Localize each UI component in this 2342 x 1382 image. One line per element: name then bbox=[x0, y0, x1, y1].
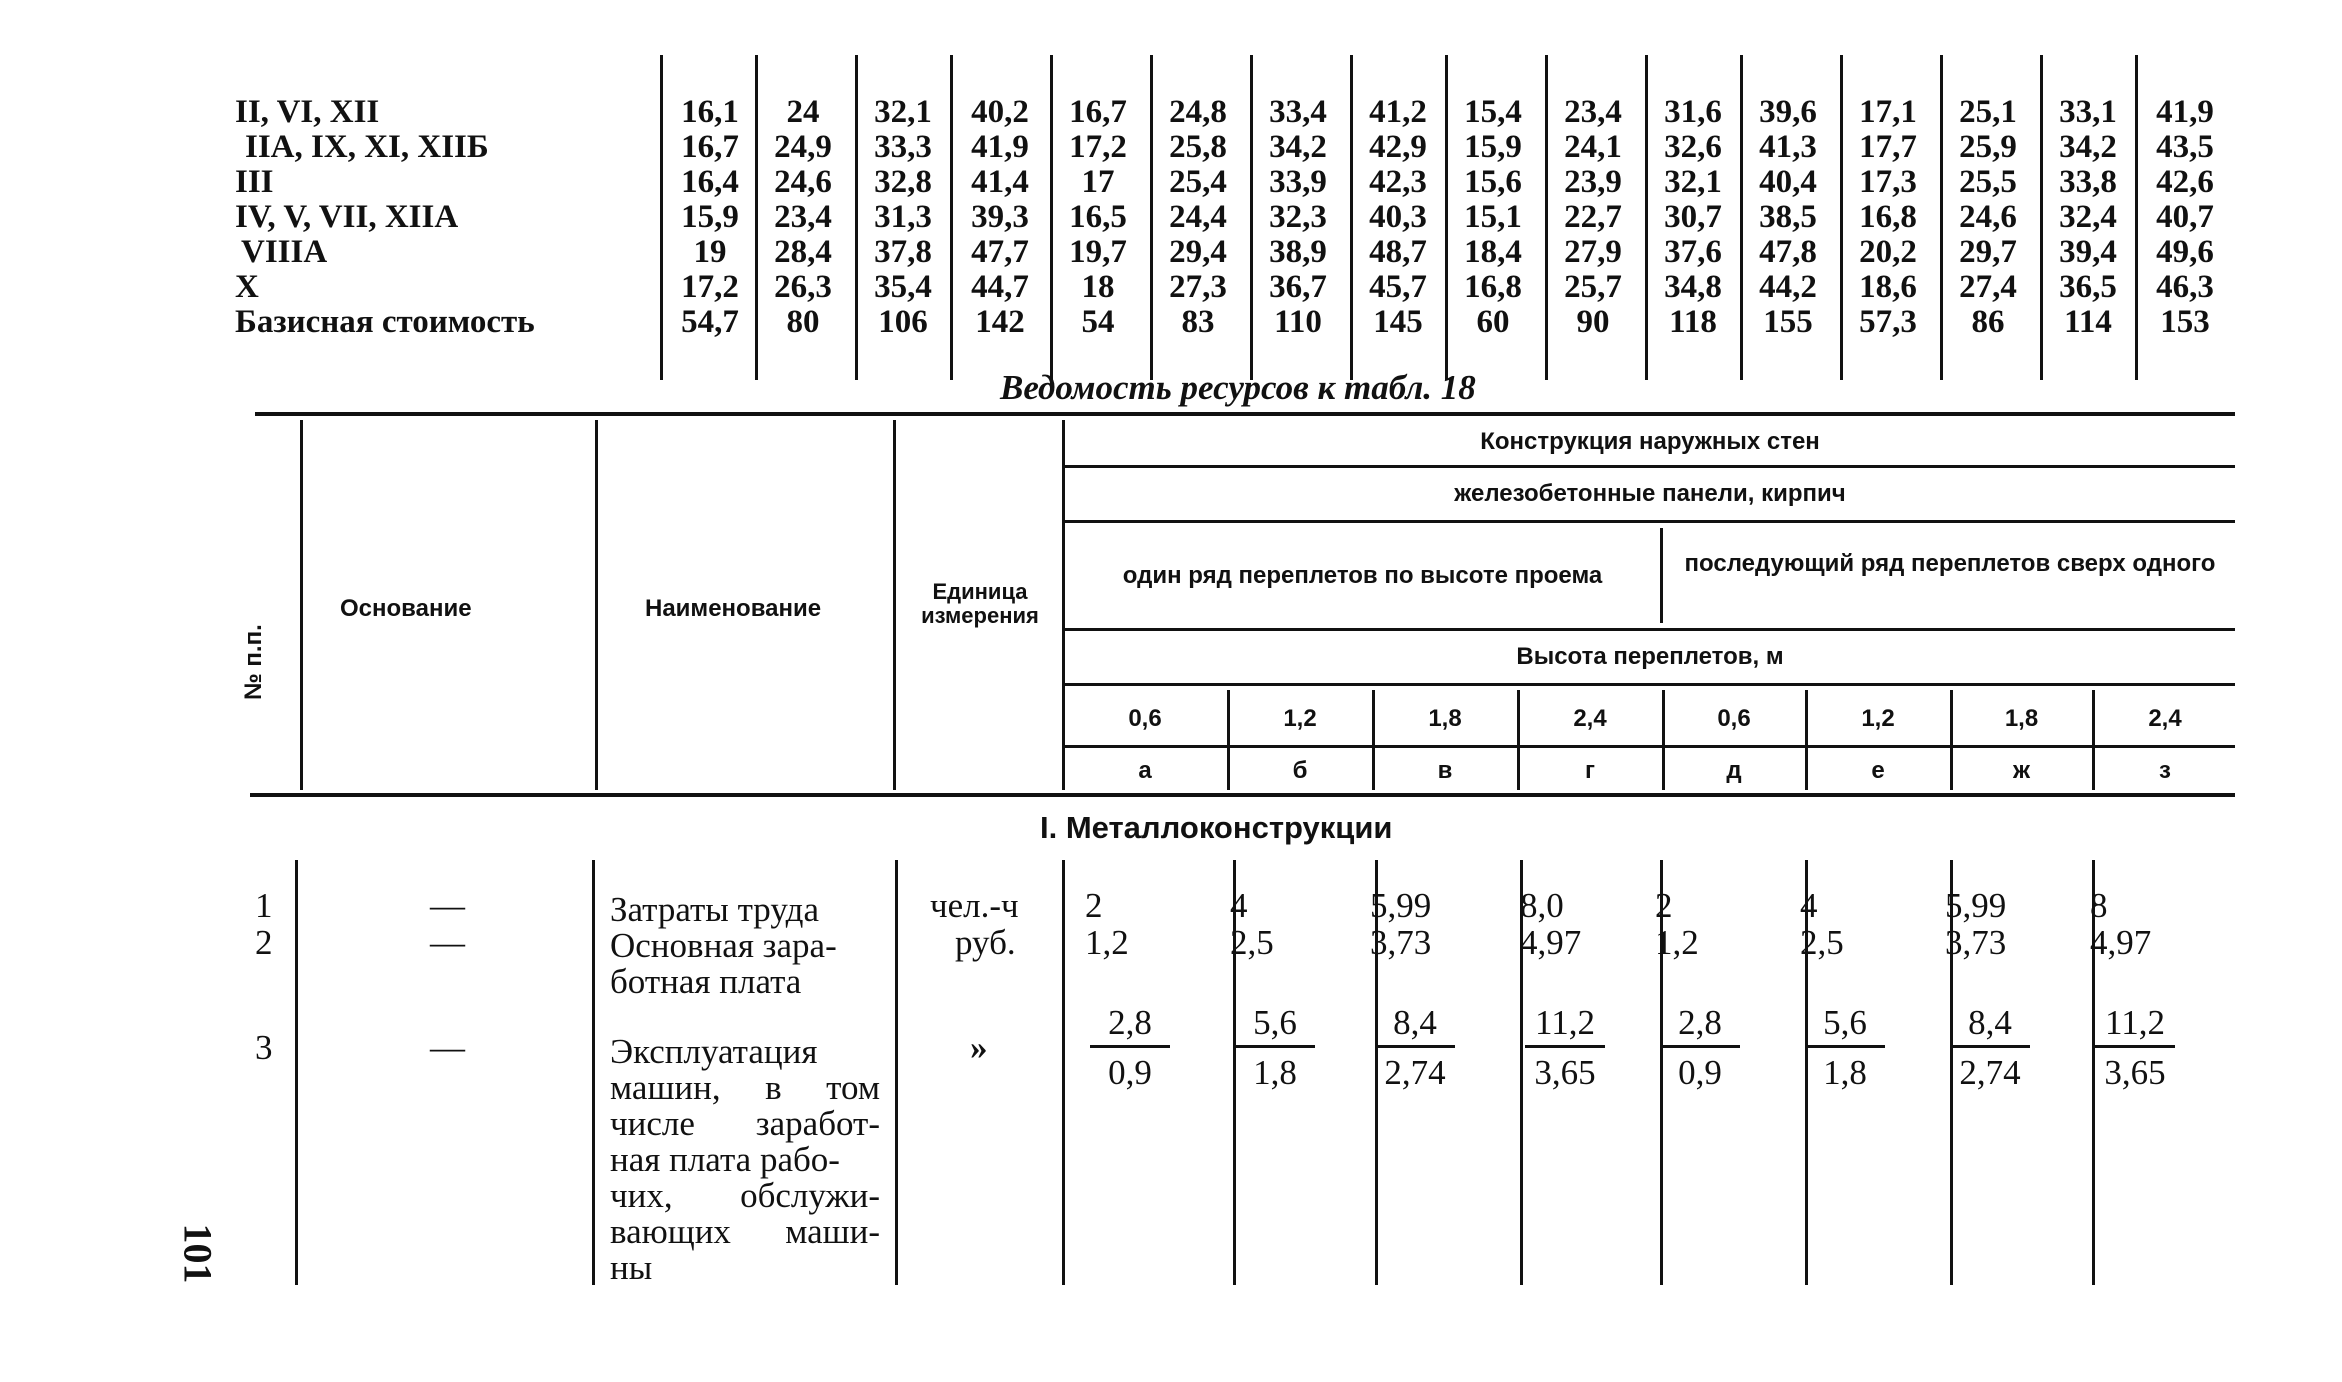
table-cell: 32,4 bbox=[2059, 199, 2117, 235]
table-cell: 153 bbox=[2160, 304, 2210, 340]
table-cell: 49,6 bbox=[2156, 234, 2214, 270]
table-cell: 2,5 bbox=[1230, 923, 1274, 962]
table-cell: 15,6 bbox=[1464, 164, 1522, 200]
table-cell: 145 bbox=[1373, 304, 1423, 340]
table-cell: 2,5 bbox=[1800, 923, 1844, 962]
table-cell: 33,1 bbox=[2059, 94, 2117, 130]
table-cell: 32,3 bbox=[1269, 199, 1327, 235]
header-rule bbox=[1065, 745, 2235, 748]
table-cell: 80 bbox=[786, 304, 820, 340]
table-cell: 41,9 bbox=[971, 129, 1029, 165]
table-cell: 18,6 bbox=[1859, 269, 1917, 305]
table-cell: 1,8 bbox=[1253, 1053, 1297, 1092]
column-letter: а bbox=[1138, 757, 1152, 784]
header-rule bbox=[1065, 520, 2235, 523]
group2-header: последующий ряд переплетов сверх одного bbox=[1684, 550, 2216, 577]
table-cell: 4 bbox=[1800, 886, 1818, 925]
table-cell: 8,0 bbox=[1520, 886, 1564, 925]
table-cell: 24,6 bbox=[774, 164, 832, 200]
table-cell: 27,3 bbox=[1169, 269, 1227, 305]
column-letter: г bbox=[1585, 757, 1595, 784]
table-cell: 11,2 bbox=[2105, 1003, 2165, 1042]
table-cell: 24,9 bbox=[774, 129, 832, 165]
height-value: 0,6 bbox=[1128, 705, 1162, 732]
table-cell: 2,8 bbox=[1678, 1003, 1722, 1042]
row-label: Базисная стоимость bbox=[235, 304, 535, 340]
header-rule bbox=[1065, 465, 2235, 468]
height-value: 1,2 bbox=[1283, 705, 1317, 732]
height-value: 0,6 bbox=[1717, 705, 1751, 732]
table-cell: 8 bbox=[2090, 886, 2108, 925]
table-cell: 40,4 bbox=[1759, 164, 1817, 200]
table-cell: 43,5 bbox=[2156, 129, 2214, 165]
fraction-line bbox=[1375, 1045, 1455, 1048]
table-cell: 25,1 bbox=[1959, 94, 2017, 130]
table-cell: 106 bbox=[878, 304, 928, 340]
header-rule bbox=[1065, 628, 2235, 631]
table-cell: 40,2 bbox=[971, 94, 1029, 130]
table-cell: 41,3 bbox=[1759, 129, 1817, 165]
table-cell: 0,9 bbox=[1678, 1053, 1722, 1092]
column-letter: ж bbox=[2012, 757, 2030, 784]
table-cell: 24,1 bbox=[1564, 129, 1622, 165]
header-divider bbox=[1062, 420, 1065, 790]
table-cell: 11,2 bbox=[1535, 1003, 1595, 1042]
height-value: 2,4 bbox=[1573, 705, 1607, 732]
table-cell: 34,2 bbox=[1269, 129, 1327, 165]
section-title: I. Металлоконструкции bbox=[1040, 810, 1393, 845]
table-cell: 2,8 bbox=[1108, 1003, 1152, 1042]
table-cell: 47,7 bbox=[971, 234, 1029, 270]
table-cell: 4,97 bbox=[1520, 923, 1582, 962]
table-cell: 3,73 bbox=[1370, 923, 1432, 962]
row-basis: — bbox=[430, 1028, 465, 1067]
table-cell: 33,8 bbox=[2059, 164, 2117, 200]
table-cell: 38,5 bbox=[1759, 199, 1817, 235]
table-cell: 29,7 bbox=[1959, 234, 2017, 270]
row-name bbox=[610, 928, 837, 1000]
row-label: VIIIA bbox=[241, 234, 328, 270]
table-cell: 2 bbox=[1085, 886, 1103, 925]
table-cell: 24,4 bbox=[1169, 199, 1227, 235]
table-cell: 15,1 bbox=[1464, 199, 1522, 235]
table-cell: 27,9 bbox=[1564, 234, 1622, 270]
table-cell: 31,3 bbox=[874, 199, 932, 235]
table-cell: 33,3 bbox=[874, 129, 932, 165]
table-cell: 40,7 bbox=[2156, 199, 2214, 235]
table-cell: 16,1 bbox=[681, 94, 739, 130]
row-number: 2 bbox=[255, 923, 273, 962]
name-line: машин, в том bbox=[610, 1068, 880, 1107]
name-line: ная плата рабо- bbox=[610, 1140, 840, 1179]
name-line: вающих маши- bbox=[610, 1212, 880, 1251]
table-cell: 54,7 bbox=[681, 304, 739, 340]
column-letter: в bbox=[1437, 757, 1453, 784]
name-line: Эксплуатация bbox=[610, 1032, 818, 1071]
col-basis-header: Основание bbox=[340, 595, 472, 622]
column-letter: е bbox=[1871, 757, 1885, 784]
body-divider bbox=[1062, 860, 1065, 1285]
table-cell: 20,2 bbox=[1859, 234, 1917, 270]
column-divider bbox=[2135, 55, 2138, 380]
table-cell: 42,3 bbox=[1369, 164, 1427, 200]
table-cell: 45,7 bbox=[1369, 269, 1427, 305]
table-cell: 24,8 bbox=[1169, 94, 1227, 130]
table-cell: 41,9 bbox=[2156, 94, 2214, 130]
column-letter: з bbox=[2159, 757, 2171, 784]
table-cell: 28,4 bbox=[774, 234, 832, 270]
table-cell: 142 bbox=[975, 304, 1025, 340]
table-cell: 1,2 bbox=[1085, 923, 1129, 962]
row-basis: — bbox=[430, 923, 465, 962]
table-cell: 38,9 bbox=[1269, 234, 1327, 270]
column-divider bbox=[660, 55, 663, 380]
height-value: 1,2 bbox=[1861, 705, 1895, 732]
table-cell: 41,4 bbox=[971, 164, 1029, 200]
fraction-line bbox=[1950, 1045, 2030, 1048]
table-cell: 24,6 bbox=[1959, 199, 2017, 235]
table-cell: 23,4 bbox=[1564, 94, 1622, 130]
table-cell: 3,73 bbox=[1945, 923, 2007, 962]
construction-header: Конструкция наружных стен bbox=[1480, 428, 1820, 455]
table-cell: 27,4 bbox=[1959, 269, 2017, 305]
table-cell: 2,74 bbox=[1959, 1053, 2021, 1092]
table-cell: 5,6 bbox=[1823, 1003, 1867, 1042]
table-cell: 17,2 bbox=[681, 269, 739, 305]
table-cell: 39,4 bbox=[2059, 234, 2117, 270]
row-number: 1 bbox=[255, 886, 273, 925]
table-cell: 90 bbox=[1576, 304, 1610, 340]
row-number: 3 bbox=[255, 1028, 273, 1067]
body-divider bbox=[895, 860, 898, 1285]
table-cell: 34,2 bbox=[2059, 129, 2117, 165]
table-cell: 83 bbox=[1181, 304, 1215, 340]
name-line: чих, обслужи- bbox=[610, 1176, 880, 1215]
table-caption: Ведомость ресурсов к табл. 18 bbox=[1000, 368, 1476, 407]
header-bottom-rule bbox=[250, 793, 2235, 797]
table-cell: 16,7 bbox=[681, 129, 739, 165]
table-cell: 32,6 bbox=[1664, 129, 1722, 165]
fraction-line bbox=[1525, 1045, 1605, 1048]
row-label: III bbox=[235, 164, 274, 200]
table-cell: 17 bbox=[1081, 164, 1115, 200]
table-cell: 17,7 bbox=[1859, 129, 1917, 165]
name-line: числе заработ- bbox=[610, 1104, 880, 1143]
fraction-line bbox=[1090, 1045, 1170, 1048]
fraction-line bbox=[2095, 1045, 2175, 1048]
table-cell: 3,65 bbox=[1534, 1053, 1596, 1092]
table-cell: 33,9 bbox=[1269, 164, 1327, 200]
material-header: железобетонные панели, кирпич bbox=[1454, 480, 1846, 507]
table-cell: 25,5 bbox=[1959, 164, 2017, 200]
table-cell: 0,9 bbox=[1108, 1053, 1152, 1092]
table-cell: 15,9 bbox=[681, 199, 739, 235]
col-number-header: № п.п. bbox=[240, 624, 267, 700]
height-header: Высота переплетов, м bbox=[1516, 643, 1784, 670]
table-cell: 40,3 bbox=[1369, 199, 1427, 235]
table-cell: 16,7 bbox=[1069, 94, 1127, 130]
row-label: IIA, IX, XI, XIIБ bbox=[245, 129, 489, 165]
row-label: II, VI, XII bbox=[235, 94, 380, 130]
table-cell: 32,8 bbox=[874, 164, 932, 200]
table-cell: 18 bbox=[1081, 269, 1115, 305]
page-number: 101 bbox=[175, 1223, 221, 1284]
table-cell: 35,4 bbox=[874, 269, 932, 305]
fraction-line bbox=[1805, 1045, 1885, 1048]
table-cell: 5,99 bbox=[1370, 886, 1432, 925]
table-cell: 39,3 bbox=[971, 199, 1029, 235]
table-cell: 17,2 bbox=[1069, 129, 1127, 165]
table-cell: 2 bbox=[1655, 886, 1673, 925]
height-value: 2,4 bbox=[2148, 705, 2182, 732]
table-cell: 15,9 bbox=[1464, 129, 1522, 165]
table-cell: 54 bbox=[1081, 304, 1115, 340]
table-cell: 44,7 bbox=[971, 269, 1029, 305]
table-cell: 1,2 bbox=[1655, 923, 1699, 962]
table-cell: 17,3 bbox=[1859, 164, 1917, 200]
header-rule bbox=[1065, 683, 2235, 686]
table-cell: 26,3 bbox=[774, 269, 832, 305]
table-cell: 22,7 bbox=[1564, 199, 1622, 235]
table-cell: 39,6 bbox=[1759, 94, 1817, 130]
row-basis: — bbox=[430, 886, 465, 925]
table-cell: 19 bbox=[693, 234, 727, 270]
height-value: 1,8 bbox=[1428, 705, 1462, 732]
column-letter: д bbox=[1726, 757, 1742, 784]
header-divider bbox=[1660, 528, 1663, 623]
table-cell: 31,6 bbox=[1664, 94, 1722, 130]
table-cell: 46,3 bbox=[2156, 269, 2214, 305]
table-cell: 3,65 bbox=[2104, 1053, 2166, 1092]
table-cell: 18,4 bbox=[1464, 234, 1522, 270]
table-cell: 25,8 bbox=[1169, 129, 1227, 165]
header-divider bbox=[595, 420, 598, 790]
table-cell: 16,8 bbox=[1859, 199, 1917, 235]
table-cell: 118 bbox=[1669, 304, 1717, 340]
row-unit: руб. bbox=[955, 923, 1016, 962]
table-cell: 57,3 bbox=[1859, 304, 1917, 340]
table-cell: 36,5 bbox=[2059, 269, 2117, 305]
table-cell: 41,2 bbox=[1369, 94, 1427, 130]
table-cell: 16,5 bbox=[1069, 199, 1127, 235]
row-label: X bbox=[235, 269, 259, 305]
table-cell: 34,8 bbox=[1664, 269, 1722, 305]
table-top-rule bbox=[255, 412, 2235, 416]
table-cell: 42,9 bbox=[1369, 129, 1427, 165]
name-line: ны bbox=[610, 1248, 653, 1287]
table-cell: 23,4 bbox=[774, 199, 832, 235]
header-divider bbox=[300, 420, 303, 790]
table-cell: 24 bbox=[786, 94, 820, 130]
group1-header: один ряд переплетов по высоте проема bbox=[1122, 562, 1603, 589]
table-cell: 47,8 bbox=[1759, 234, 1817, 270]
table-cell: 42,6 bbox=[2156, 164, 2214, 200]
column-letter: б bbox=[1292, 757, 1308, 784]
table-cell: 48,7 bbox=[1369, 234, 1427, 270]
col-unit-header: Единица измерения bbox=[921, 579, 1039, 628]
table-cell: 16,8 bbox=[1464, 269, 1522, 305]
table-cell: 32,1 bbox=[1664, 164, 1722, 200]
row-name: Затраты труда bbox=[610, 890, 819, 929]
row-name bbox=[610, 1034, 880, 1286]
name-line: Основная зара- bbox=[610, 926, 837, 965]
body-divider bbox=[295, 860, 298, 1285]
table-cell: 16,4 bbox=[681, 164, 739, 200]
table-cell: 36,7 bbox=[1269, 269, 1327, 305]
fraction-line bbox=[1235, 1045, 1315, 1048]
table-cell: 4 bbox=[1230, 886, 1248, 925]
table-cell: 5,6 bbox=[1253, 1003, 1297, 1042]
column-divider bbox=[950, 55, 953, 380]
table-cell: 44,2 bbox=[1759, 269, 1817, 305]
table-cell: 155 bbox=[1763, 304, 1813, 340]
table-cell: 110 bbox=[1274, 304, 1322, 340]
table-cell: 5,99 bbox=[1945, 886, 2007, 925]
table-cell: 33,4 bbox=[1269, 94, 1327, 130]
table-cell: 19,7 bbox=[1069, 234, 1127, 270]
table-cell: 2,74 bbox=[1384, 1053, 1446, 1092]
col-name-header: Наименование bbox=[645, 595, 822, 622]
table-cell: 8,4 bbox=[1968, 1003, 2012, 1042]
body-divider bbox=[592, 860, 595, 1285]
table-cell: 4,97 bbox=[2090, 923, 2152, 962]
table-cell: 60 bbox=[1476, 304, 1510, 340]
table-cell: 1,8 bbox=[1823, 1053, 1867, 1092]
table-cell: 25,7 bbox=[1564, 269, 1622, 305]
top-table bbox=[235, 45, 2245, 355]
name-line: ботная плата bbox=[610, 962, 802, 1001]
table-cell: 23,9 bbox=[1564, 164, 1622, 200]
header-divider bbox=[893, 420, 896, 790]
height-value: 1,8 bbox=[2004, 705, 2039, 732]
table-cell: 29,4 bbox=[1169, 234, 1227, 270]
table-cell: 30,7 bbox=[1664, 199, 1722, 235]
fraction-line bbox=[1660, 1045, 1740, 1048]
table-cell: 86 bbox=[1971, 304, 2005, 340]
table-cell: 25,9 bbox=[1959, 129, 2017, 165]
table-cell: 15,4 bbox=[1464, 94, 1522, 130]
row-label: IV, V, VII, XIIA bbox=[235, 199, 459, 235]
row-unit: чел.-ч bbox=[930, 886, 1019, 925]
table-cell: 32,1 bbox=[874, 94, 932, 130]
table-cell: 37,8 bbox=[874, 234, 932, 270]
table-cell: 8,4 bbox=[1393, 1003, 1437, 1042]
table-cell: 114 bbox=[2064, 304, 2112, 340]
table-cell: 25,4 bbox=[1169, 164, 1227, 200]
table-cell: 37,6 bbox=[1664, 234, 1722, 270]
row-unit: » bbox=[970, 1028, 988, 1067]
table-cell: 17,1 bbox=[1859, 94, 1917, 130]
